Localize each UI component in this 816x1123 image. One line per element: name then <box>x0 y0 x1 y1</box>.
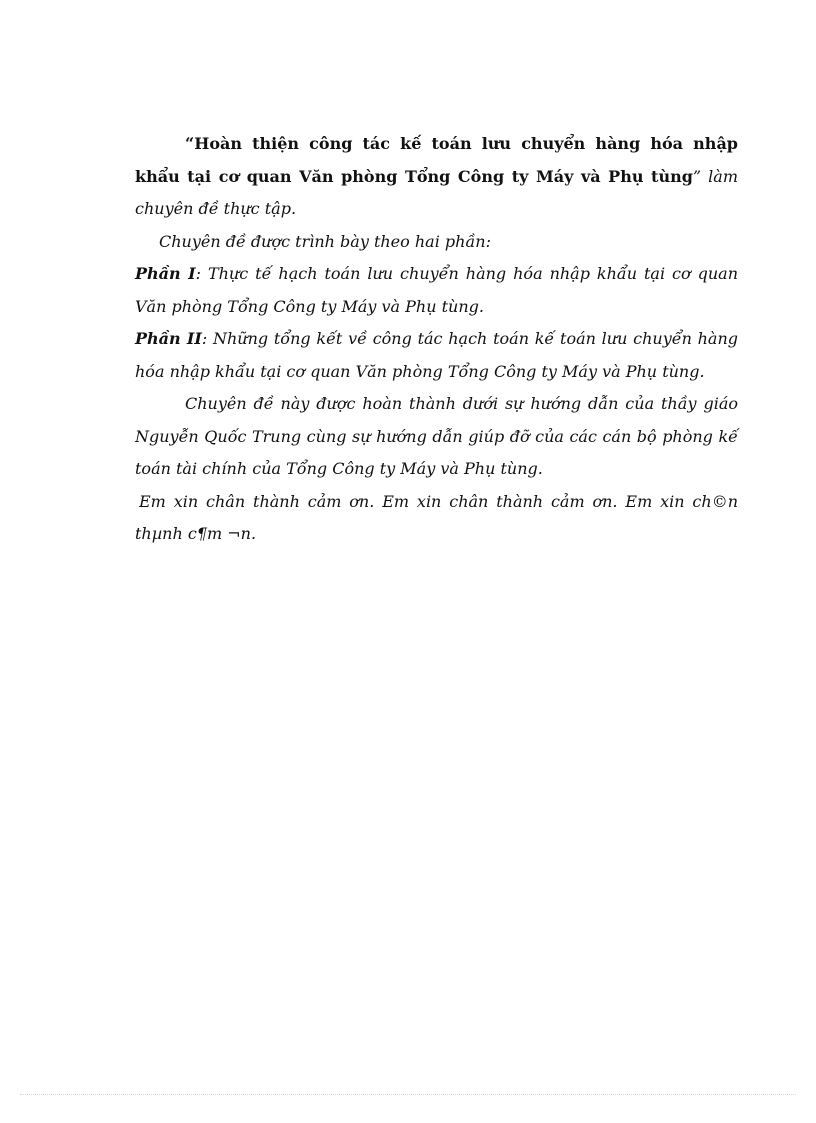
thesis-title: “Hoàn thiện công tác kế toán lưu chuyển hàng hóa nhập khẩu tại cơ quan Văn phòng Tổng Công ty Máy và Phụ tùng <box>135 134 738 186</box>
paragraph-thanks: Em xin chân thành cảm ơn. Em xin chân thành cảm ơn. Em xin ch©n thµnh c¶m ¬n. <box>135 491 738 543</box>
thesis-title-suffix: ” làm chuyên đề thực tập. <box>135 166 739 218</box>
part-two-text: : Những tổng kết về công tác hạch toán kế toán lưu chuyển hàng hóa nhập khẩu tại cơ quan Văn phòng Tổng Công ty Máy và Phụ tùng. <box>135 329 739 381</box>
document-body <box>135 128 738 551</box>
part-one-label: Phần I <box>135 264 196 283</box>
paragraph-part-one <box>135 258 738 323</box>
paragraph-part-two <box>135 323 738 388</box>
part-one-text: : Thực tế hạch toán lưu chuyển hàng hóa nhập khẩu tại cơ quan Văn phòng Tổng Công ty Máy và Phụ tùng. <box>135 264 739 316</box>
paragraph-thesis-title <box>135 128 738 226</box>
page-bottom-divider <box>20 1094 796 1095</box>
paragraph-structure-intro: Chuyên đề được trình bày theo hai phần: <box>159 231 491 251</box>
part-two-label: Phần II <box>135 329 202 348</box>
paragraph-acknowledgement: Chuyên đề này được hoàn thành dưới sự hướng dẫn của thầy giáo Nguyễn Quốc Trung cùng sự hướng dẫn giúp đỡ của các cán bộ phòng kế toán tài chính của Tổng Công ty Máy và Phụ tùng. <box>135 394 738 478</box>
